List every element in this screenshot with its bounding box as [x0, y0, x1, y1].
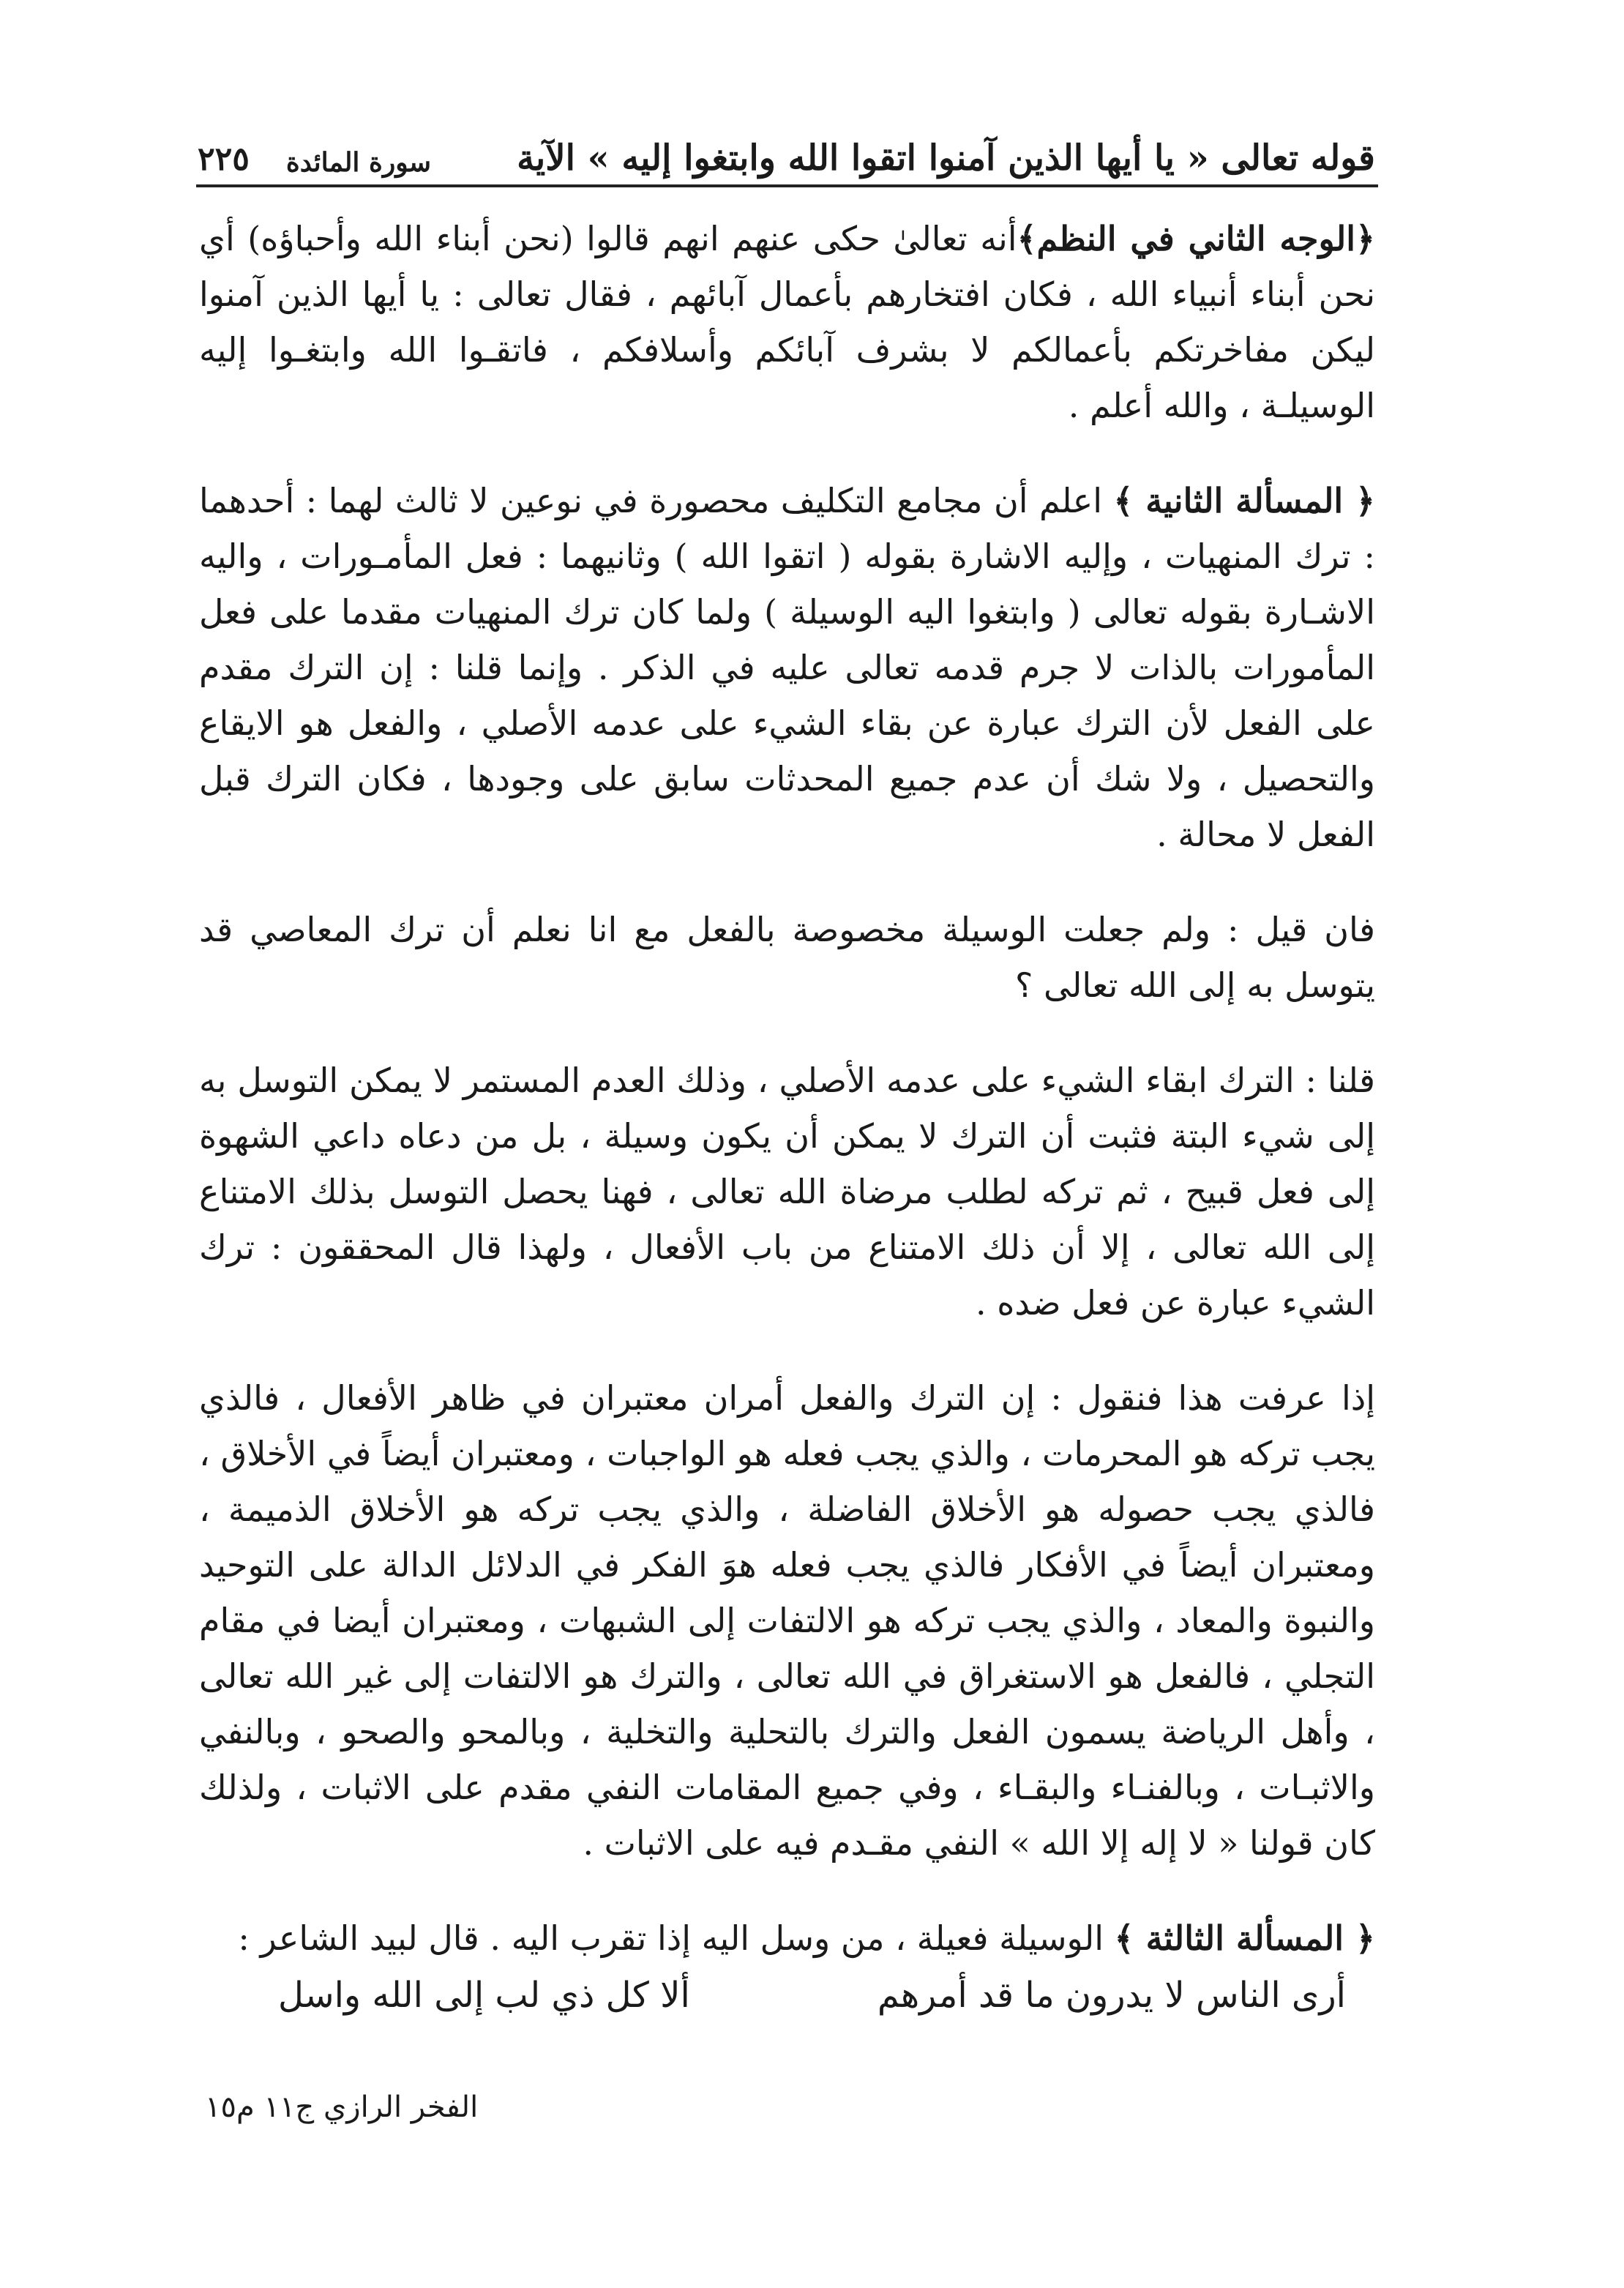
- paragraph-text: قلنا : الترك ابقاء الشيء على عدمه الأصلي ، وذلك العدم المستمر لا يمكن التوسل به إلى شيء البتة فثبت أن الترك لا يمكن أن يكون وسيلة ، بل من دعاه داعي الشهوة إلى فعل قبيح ، ثم تركه لطلب مرضاة الله تعالى ، فهنا يحصل التوسل بذلك الامتناع إلى الله تعالى ، إلا أن ذلك الامتناع من باب الأفعال ، ولهذا قال المحققون : ترك الشيء عبارة عن فعل ضده .: [199, 1061, 1375, 1323]
- paragraph-third-issue: [199, 1910, 1375, 1966]
- header-left-group: [198, 143, 431, 176]
- running-header: [198, 110, 1375, 179]
- paragraph-elaboration: [199, 1370, 1375, 1871]
- paragraph-label: ﴿ المسألة الثالثة ﴾: [1114, 1918, 1375, 1958]
- paragraph-label: ﴿الوجه الثاني في النظم﴾: [1017, 219, 1376, 258]
- paragraph-text: فان قيل : ولم جعلت الوسيلة مخصوصة بالفعل مع انا نعلم أن ترك المعاصي قد يتوسل به إلى الله تعالى ؟: [199, 910, 1375, 1005]
- paragraph-text: أنه تعالىٰ حكى عنهم انهم قالوا (نحن أبناء الله وأحباؤه) أي نحن أبناء أنبياء الله ، فكان افتخارهم بأعمال آبائهم ، فقال تعالى : يا أيها الذين آمنوا ليكن مفاخرتكم بأعمالكم لا بشرف آبائكم وأسلافكم ، فاتقـوا الله وابتغـوا إليه الوسيلـة ، والله أعلم .: [199, 219, 1375, 425]
- paragraph-reply: [199, 1053, 1375, 1331]
- paragraph-label: ﴿ المسألة الثانية ﴾: [1113, 481, 1375, 520]
- paragraph-text: اعلم أن مجامع التكليف محصورة في نوعين لا ثالث لهما : أحدهما : ترك المنهيات ، وإليه الاشارة بقوله ( اتقوا الله ) وثانيهما : فعل المأمـورات ، واليه الاشـارة بقوله تعالى ( وابتغوا اليه الوسيلة ) ولما كان ترك المنهيات مقدما على فعل المأمورات بالذات لا جرم قدمه تعالى عليه في الذكر . وإنما قلنا : إن الترك مقدم على الفعل لأن الترك عبارة عن بقاء الشيء على عدمه الأصلي ، والفعل هو الايقاع والتحصيل ، ولا شك أن عدم جميع المحدثات سابق على وجودها ، فكان الترك قبل الفعل لا محالة .: [199, 481, 1375, 854]
- header-title: قوله تعالى « يا أيها الذين آمنوا اتقوا الله وابتغوا إليه » الآية: [517, 138, 1375, 179]
- footer-signature: الفخر الرازي ج١١ م١٥: [205, 2090, 479, 2124]
- header-rule: [196, 184, 1378, 187]
- paragraph-objection: [199, 902, 1375, 1013]
- page-number: ٢٢٥: [198, 141, 250, 178]
- page-body: [199, 211, 1375, 1995]
- paragraph-second-aspect: [199, 211, 1375, 433]
- verse-second-hemistich: ألا كل ذي لب إلى الله واسل: [278, 1975, 690, 2016]
- verse-first-hemistich: أرى الناس لا يدرون ما قد أمرهم: [877, 1975, 1346, 2016]
- poetry-verse: [278, 1966, 1346, 2025]
- paragraph-text: الوسيلة فعيلة ، من وسل اليه إذا تقرب اليه . قال لبيد الشاعر :: [238, 1918, 1104, 1958]
- surah-name: سورة المائدة: [285, 147, 431, 178]
- paragraph-text: إذا عرفت هذا فنقول : إن الترك والفعل أمران معتبران في ظاهر الأفعال ، فالذي يجب تركه هو المحرمات ، والذي يجب فعله هو الواجبات ، ومعتبران أيضاً في الأخلاق ، فالذي يجب حصوله هو الأخلاق الفاضلة ، والذي يجب تركه هو الأخلاق الذميمة ، ومعتبران أيضاً في الأفكار فالذي يجب فعله هوَ الفكر في الدلائل الدالة على التوحيد والنبوة والمعاد ، والذي يجب تركه هو الالتفات إلى الشبهات ، ومعتبران أيضا في مقام التجلي ، فالفعل هو الاستغراق في الله تعالى ، والترك هو الالتفات إلى غير الله تعالى ، وأهل الرياضة يسمون الفعل والترك بالتحلية والتخلية ، وبالمحو والصحو ، وبالنفي والاثبـات ، وبالفنـاء والبقـاء ، وفي جميع المقامات النفي مقدم على الاثبات ، ولذلك كان قولنا « لا إله إلا الله » النفي مقـدم فيه على الاثبات .: [199, 1378, 1375, 1863]
- paragraph-second-issue: [199, 473, 1375, 862]
